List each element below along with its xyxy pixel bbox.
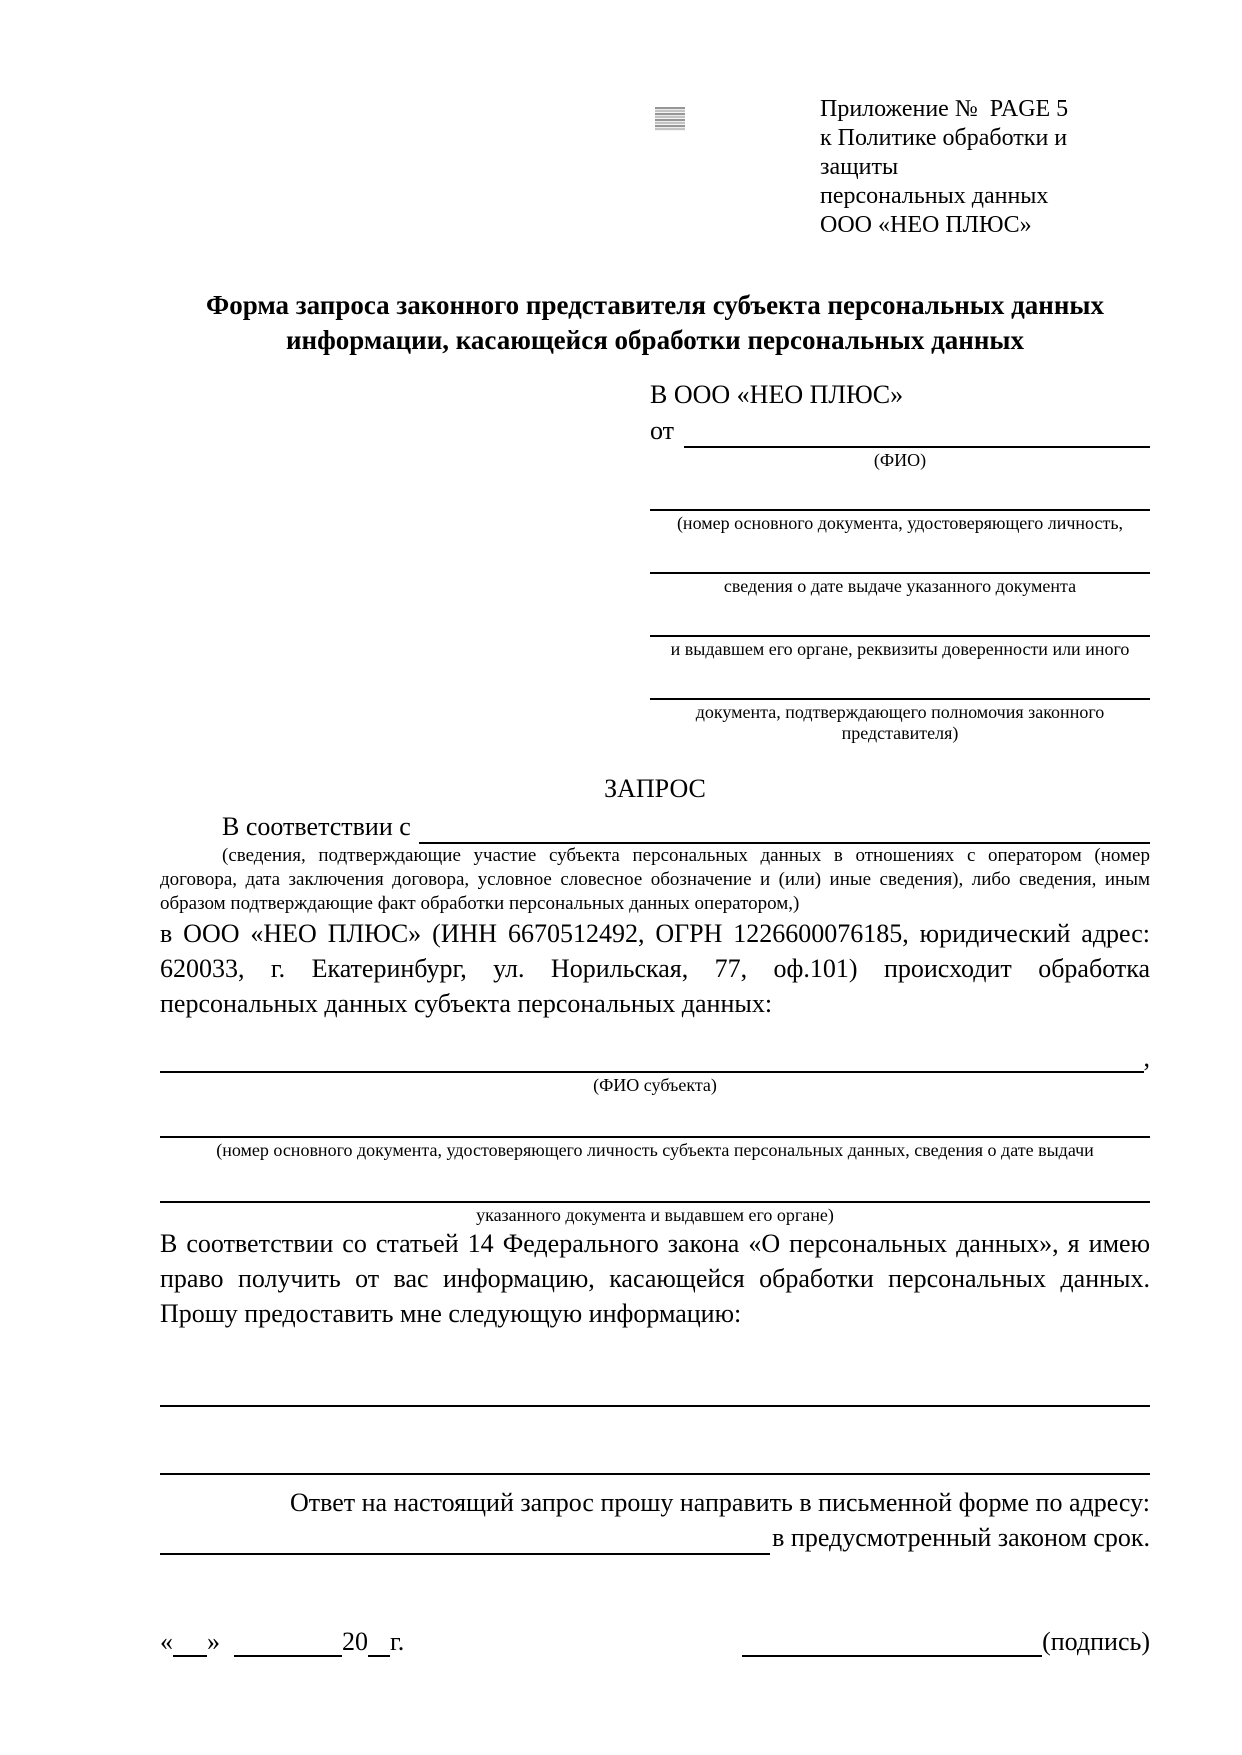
subject-fio-row: [160, 1043, 1150, 1073]
basis-fill-line: [419, 816, 1150, 844]
date-day-fill: [173, 1629, 207, 1657]
addressee-to: В ООО «НЕО ПЛЮС»: [650, 380, 904, 409]
subject-doc-fill-line-2: [160, 1175, 1150, 1203]
from-label: от: [650, 416, 675, 445]
requested-info-fill-line-2: [160, 1447, 1150, 1475]
subject-fio-fill-line: [160, 1045, 1144, 1073]
fio-caption: (ФИО): [873, 450, 927, 470]
doc-issue-date-fill-line: [650, 546, 1150, 574]
representative-authority-group: [650, 672, 1150, 744]
rights-paragraph: В соответствии со статьей 14 Федерального закона «О персональных данных», я имею право получить от вас информацию, касающейся обработки персональных данных. Прошу предоставить мне следующую информацию:: [160, 1229, 1150, 1328]
signature-caption: (подпись): [1042, 1627, 1150, 1656]
appendix-policy-line2: персональных данных: [820, 183, 1049, 209]
issuing-authority-caption: и выдавшем его органе, реквизиты доверенности или иного: [670, 639, 1130, 659]
date-close-quote: »: [207, 1627, 220, 1656]
answer-suffix: в предусмотренный законом срок.: [772, 1523, 1150, 1552]
answer-address-row: [160, 1520, 1150, 1555]
appendix-policy-line: к Политике обработки и защиты: [820, 125, 1068, 180]
representative-authority-caption: документа, подтверждающего полномочия законного представителя): [695, 702, 1105, 743]
answer-address-fill-line: [160, 1527, 770, 1555]
doc-issue-date-caption: сведения о дате выдаче указанного документа: [723, 576, 1077, 596]
representative-authority-fill-line: [650, 672, 1150, 700]
subject-doc-caption-2: указанного документа и выдавшем его органе): [476, 1205, 834, 1225]
date-suffix: г.: [390, 1627, 405, 1656]
company-name-line: ООО «НЕО ПЛЮС»: [820, 212, 1032, 238]
doc-number-fill-line: [650, 483, 1150, 511]
date-year-fill: [368, 1629, 390, 1657]
doc-number-caption: (номер основного документа, удостоверяющего личность,: [676, 513, 1124, 533]
subject-doc-fill-line: [160, 1110, 1150, 1138]
opening-label: В соответствии с: [222, 812, 411, 841]
fio-fill-line: [684, 420, 1150, 448]
doc-number-group: [650, 483, 1150, 534]
basis-fine-print: (сведения, подтверждающие участие субъекта персональных данных в отношениях с оператором (номер договора, дата заключения договора, условное словесное обозначение и (или) иные сведения), либо сведения, иным образом подтверждающие факт обработки персональных данных оператором,): [160, 845, 1150, 914]
subject-doc-caption-1: (номер основного документа, удостоверяющего личность субъекта персональных данных, сведения о дате выдачи: [216, 1140, 1094, 1160]
date-year-prefix: 20: [342, 1627, 368, 1656]
opening-row: [160, 810, 1150, 844]
from-row: [650, 414, 1150, 448]
requested-info-fill-line-1: [160, 1379, 1150, 1407]
text-lines-icon: [655, 107, 685, 131]
date-group: [160, 1627, 404, 1657]
doc-issue-date-group: [650, 546, 1150, 597]
request-heading: ЗАПРОС: [604, 774, 706, 803]
issuing-authority-group: [650, 609, 1150, 660]
subject-line-comma: ,: [1143, 1043, 1150, 1072]
document-title: Форма запроса законного представителя субъекта персональных данных информации, касающейся обработки персональных данных: [206, 290, 1104, 355]
signature-fill-line: [742, 1629, 1042, 1657]
issuing-authority-fill-line: [650, 609, 1150, 637]
appendix-number-line: Приложение № PAGE 5: [820, 96, 1069, 122]
answer-intro: Ответ на настоящий запрос прошу направить в письменной форме по адресу:: [289, 1488, 1150, 1517]
date-month-fill: [234, 1629, 342, 1657]
signature-footer: [160, 1627, 1150, 1657]
operator-paragraph: в ООО «НЕО ПЛЮС» (ИНН 6670512492, ОГРН 1226600076185, юридический адрес: 620033, г. Екатеринбург, ул. Норильская, 77, оф.101) происходит обработка персональных данных субъекта персональных данных:: [160, 919, 1150, 1018]
signature-group: [742, 1627, 1150, 1657]
appendix-header: [820, 95, 1150, 240]
subject-fio-caption: (ФИО субъекта): [593, 1075, 717, 1095]
page-header: [160, 95, 1150, 240]
addressee-block: [650, 378, 1150, 744]
date-open-quote: «: [160, 1627, 173, 1656]
